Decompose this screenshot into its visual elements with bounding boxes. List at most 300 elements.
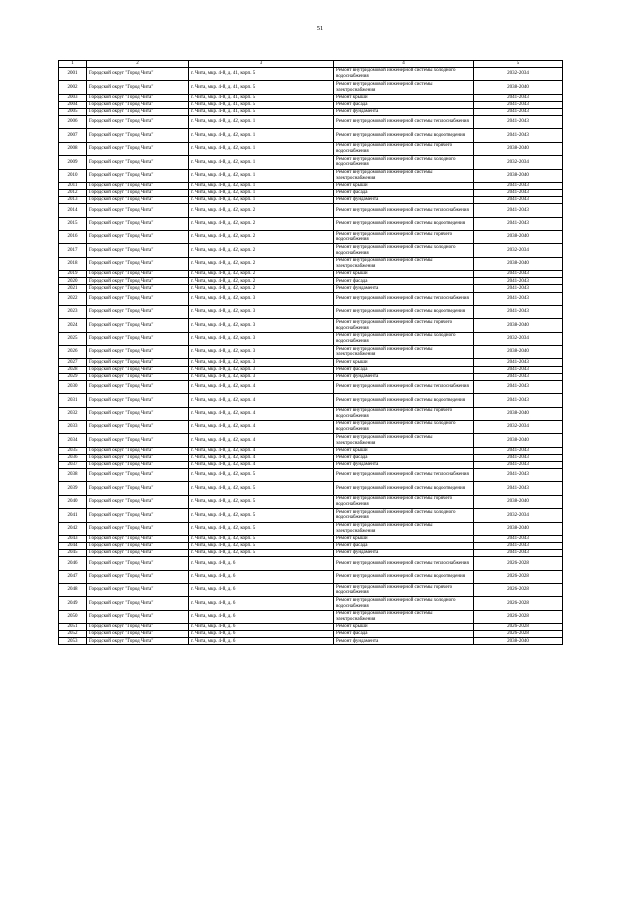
- column-number-3: 3: [189, 61, 334, 68]
- row-number: 2039: [59, 482, 87, 495]
- table-row: [59, 305, 563, 318]
- period-cell: 2026-2028: [474, 557, 563, 570]
- address-cell: г. Чита, мкр. 4-й, д. 42, корп. 4: [189, 447, 334, 454]
- address-cell: г. Чита, мкр. 4-й, д. 42, корп. 1: [189, 129, 334, 142]
- address-cell: г. Чита, мкр. 4-й, д. 42, корп. 2: [189, 244, 334, 257]
- table-row: [59, 461, 563, 468]
- period-cell: 2038-2040: [474, 257, 563, 270]
- period-cell: 2041-2043: [474, 204, 563, 217]
- table-row: [59, 631, 563, 638]
- work-type-cell: Ремонт внутридомовой инженерной системы горячего водоснабжения: [334, 231, 474, 244]
- address-cell: г. Чита, мкр. 4-й, д. 42, корп. 1: [189, 169, 334, 182]
- period-cell: 2038-2040: [474, 638, 563, 645]
- row-number: 2016: [59, 231, 87, 244]
- address-cell: г. Чита, мкр. 4-й, д. 42, корп. 1: [189, 197, 334, 204]
- row-number: 2012: [59, 190, 87, 197]
- municipality-cell: Городской округ "Город Чита": [87, 373, 189, 380]
- table-row: [59, 366, 563, 373]
- period-cell: 2032-2034: [474, 68, 563, 81]
- period-cell: 2041-2043: [474, 94, 563, 101]
- work-type-cell: Ремонт внутридомовой инженерной системы электроснабжения: [334, 434, 474, 447]
- work-type-cell: Ремонт внутридомовой инженерной системы горячего водоснабжения: [334, 495, 474, 508]
- row-number: 2027: [59, 359, 87, 366]
- registry-table: [58, 60, 563, 645]
- row-number: 2052: [59, 631, 87, 638]
- table-row: [59, 394, 563, 407]
- address-cell: г. Чита, мкр. 4-й, д. 42, корп. 2: [189, 204, 334, 217]
- table-row: [59, 231, 563, 244]
- period-cell: 2038-2040: [474, 319, 563, 332]
- work-type-cell: Ремонт внутридомовой инженерной системы водоотведения: [334, 394, 474, 407]
- work-type-cell: Ремонт внутридомовой инженерной системы холодного водоснабжения: [334, 597, 474, 610]
- table-row: [59, 550, 563, 557]
- address-cell: г. Чита, мкр. 4-й, д. 42, корп. 5: [189, 495, 334, 508]
- period-cell: 2041-2043: [474, 373, 563, 380]
- row-number: 2022: [59, 292, 87, 305]
- period-cell: 2041-2043: [474, 447, 563, 454]
- row-number: 2023: [59, 305, 87, 318]
- period-cell: 2038-2040: [474, 407, 563, 420]
- work-type-cell: Ремонт внутридомовой инженерной системы водоотведения: [334, 570, 474, 583]
- row-number: 2002: [59, 81, 87, 94]
- row-number: 2049: [59, 597, 87, 610]
- period-cell: 2032-2034: [474, 156, 563, 169]
- column-number-5: 5: [474, 61, 563, 68]
- municipality-cell: Городской округ "Город Чита": [87, 366, 189, 373]
- table-row: [59, 81, 563, 94]
- period-cell: 2041-2043: [474, 366, 563, 373]
- table-row: [59, 570, 563, 583]
- municipality-cell: Городской округ "Город Чита": [87, 469, 189, 482]
- row-number: 2043: [59, 535, 87, 542]
- column-number-row: [59, 61, 563, 68]
- address-cell: г. Чита, мкр. 4-й, д. 42, корп. 4: [189, 454, 334, 461]
- work-type-cell: Ремонт внутридомовой инженерной системы холодного водоснабжения: [334, 332, 474, 345]
- table-row: [59, 584, 563, 597]
- municipality-cell: Городской округ "Город Чита": [87, 638, 189, 645]
- municipality-cell: Городской округ "Город Чита": [87, 624, 189, 631]
- row-number: 2013: [59, 197, 87, 204]
- row-number: 2053: [59, 638, 87, 645]
- row-number: 2046: [59, 557, 87, 570]
- period-cell: 2041-2043: [474, 305, 563, 318]
- work-type-cell: Ремонт крыши: [334, 535, 474, 542]
- municipality-cell: Городской округ "Город Чита": [87, 204, 189, 217]
- municipality-cell: Городской округ "Город Чита": [87, 597, 189, 610]
- work-type-cell: Ремонт внутридомовой инженерной системы электроснабжения: [334, 610, 474, 623]
- table-row: [59, 380, 563, 393]
- row-number: 2008: [59, 142, 87, 155]
- table-row: [59, 638, 563, 645]
- table-body: [59, 61, 563, 645]
- work-type-cell: Ремонт фундамента: [334, 550, 474, 557]
- table-row: [59, 495, 563, 508]
- row-number: 2032: [59, 407, 87, 420]
- table-row: [59, 292, 563, 305]
- table-row: [59, 217, 563, 230]
- municipality-cell: Городской округ "Город Чита": [87, 631, 189, 638]
- address-cell: г. Чита, мкр. 4-й, д. 6: [189, 631, 334, 638]
- period-cell: 2041-2043: [474, 535, 563, 542]
- municipality-cell: Городской округ "Город Чита": [87, 407, 189, 420]
- row-number: 2033: [59, 420, 87, 433]
- table-row: [59, 190, 563, 197]
- work-type-cell: Ремонт внутридомовой инженерной системы электроснабжения: [334, 522, 474, 535]
- table-row: [59, 624, 563, 631]
- period-cell: 2041-2043: [474, 482, 563, 495]
- table-row: [59, 94, 563, 101]
- work-type-cell: Ремонт крыши: [334, 94, 474, 101]
- table-row: [59, 156, 563, 169]
- municipality-cell: Городской округ "Город Чита": [87, 156, 189, 169]
- period-cell: 2041-2043: [474, 101, 563, 108]
- municipality-cell: Городской округ "Город Чита": [87, 543, 189, 550]
- address-cell: г. Чита, мкр. 4-й, д. 42, корп. 4: [189, 434, 334, 447]
- row-number: 2003: [59, 94, 87, 101]
- column-number-4: 4: [334, 61, 474, 68]
- table-row: [59, 610, 563, 623]
- row-number: 2040: [59, 495, 87, 508]
- work-type-cell: Ремонт внутридомовой инженерной системы теплоснабжения: [334, 469, 474, 482]
- row-number: 2018: [59, 257, 87, 270]
- period-cell: 2026-2028: [474, 570, 563, 583]
- address-cell: г. Чита, мкр. 4-й, д. 6: [189, 624, 334, 631]
- municipality-cell: Городской округ "Город Чита": [87, 495, 189, 508]
- row-number: 2007: [59, 129, 87, 142]
- work-type-cell: Ремонт фундамента: [334, 108, 474, 115]
- work-type-cell: Ремонт внутридомовой инженерной системы теплоснабжения: [334, 116, 474, 129]
- row-number: 2004: [59, 101, 87, 108]
- municipality-cell: Городской округ "Город Чита": [87, 482, 189, 495]
- address-cell: г. Чита, мкр. 4-й, д. 42, корп. 2: [189, 257, 334, 270]
- period-cell: 2041-2043: [474, 108, 563, 115]
- period-cell: 2041-2043: [474, 183, 563, 190]
- municipality-cell: Городской округ "Город Чита": [87, 359, 189, 366]
- period-cell: 2041-2043: [474, 190, 563, 197]
- municipality-cell: Городской округ "Город Чита": [87, 610, 189, 623]
- row-number: 2006: [59, 116, 87, 129]
- address-cell: г. Чита, мкр. 4-й, д. 42, корп. 5: [189, 550, 334, 557]
- row-number: 2044: [59, 543, 87, 550]
- address-cell: г. Чита, мкр. 4-й, д. 42, корп. 4: [189, 380, 334, 393]
- address-cell: г. Чита, мкр. 4-й, д. 42, корп. 3: [189, 292, 334, 305]
- table-row: [59, 332, 563, 345]
- work-type-cell: Ремонт фундамента: [334, 461, 474, 468]
- period-cell: 2038-2040: [474, 142, 563, 155]
- municipality-cell: Городской округ "Город Чита": [87, 183, 189, 190]
- municipality-cell: Городской округ "Город Чита": [87, 461, 189, 468]
- period-cell: 2041-2043: [474, 543, 563, 550]
- work-type-cell: Ремонт внутридомовой инженерной системы водоотведения: [334, 129, 474, 142]
- address-cell: г. Чита, мкр. 4-й, д. 42, корп. 4: [189, 407, 334, 420]
- municipality-cell: Городской округ "Город Чита": [87, 271, 189, 278]
- row-number: 2019: [59, 271, 87, 278]
- work-type-cell: Ремонт внутридомовой инженерной системы электроснабжения: [334, 169, 474, 182]
- work-type-cell: Ремонт фундамента: [334, 285, 474, 292]
- column-number-2: 2: [87, 61, 189, 68]
- row-number: 2030: [59, 380, 87, 393]
- address-cell: г. Чита, мкр. 4-й, д. 42, корп. 2: [189, 271, 334, 278]
- municipality-cell: Городской округ "Город Чита": [87, 116, 189, 129]
- municipality-cell: Городской округ "Город Чита": [87, 129, 189, 142]
- period-cell: 2026-2028: [474, 597, 563, 610]
- period-cell: 2041-2043: [474, 278, 563, 285]
- address-cell: г. Чита, мкр. 4-й, д. 41, корп. 5: [189, 108, 334, 115]
- municipality-cell: Городской округ "Город Чита": [87, 244, 189, 257]
- row-number: 2045: [59, 550, 87, 557]
- municipality-cell: Городской округ "Город Чита": [87, 434, 189, 447]
- period-cell: 2041-2043: [474, 292, 563, 305]
- row-number: 2041: [59, 509, 87, 522]
- work-type-cell: Ремонт фундамента: [334, 197, 474, 204]
- work-type-cell: Ремонт крыши: [334, 624, 474, 631]
- work-type-cell: Ремонт внутридомовой инженерной системы водоотведения: [334, 482, 474, 495]
- table-row: [59, 407, 563, 420]
- row-number: 2036: [59, 454, 87, 461]
- table-row: [59, 346, 563, 359]
- municipality-cell: Городской округ "Город Чита": [87, 231, 189, 244]
- municipality-cell: Городской округ "Город Чита": [87, 319, 189, 332]
- municipality-cell: Городской округ "Город Чита": [87, 142, 189, 155]
- row-number: 2005: [59, 108, 87, 115]
- address-cell: г. Чита, мкр. 4-й, д. 41, корп. 5: [189, 101, 334, 108]
- row-number: 2048: [59, 584, 87, 597]
- period-cell: 2041-2043: [474, 129, 563, 142]
- work-type-cell: Ремонт внутридомовой инженерной системы холодного водоснабжения: [334, 509, 474, 522]
- address-cell: г. Чита, мкр. 4-й, д. 42, корп. 1: [189, 183, 334, 190]
- work-type-cell: Ремонт внутридомовой инженерной системы горячего водоснабжения: [334, 407, 474, 420]
- work-type-cell: Ремонт внутридомовой инженерной системы холодного водоснабжения: [334, 156, 474, 169]
- work-type-cell: Ремонт внутридомовой инженерной системы горячего водоснабжения: [334, 584, 474, 597]
- period-cell: 2041-2043: [474, 454, 563, 461]
- address-cell: г. Чита, мкр. 4-й, д. 42, корп. 3: [189, 305, 334, 318]
- row-number: 2017: [59, 244, 87, 257]
- table-row: [59, 142, 563, 155]
- municipality-cell: Городской округ "Город Чита": [87, 332, 189, 345]
- row-number: 2047: [59, 570, 87, 583]
- work-type-cell: Ремонт фасада: [334, 631, 474, 638]
- address-cell: г. Чита, мкр. 4-й, д. 42, корп. 5: [189, 522, 334, 535]
- table-row: [59, 285, 563, 292]
- municipality-cell: Городской округ "Город Чита": [87, 535, 189, 542]
- municipality-cell: Городской округ "Город Чита": [87, 346, 189, 359]
- work-type-cell: Ремонт фундамента: [334, 373, 474, 380]
- row-number: 2028: [59, 366, 87, 373]
- row-number: 2015: [59, 217, 87, 230]
- municipality-cell: Городской округ "Город Чита": [87, 522, 189, 535]
- address-cell: г. Чита, мкр. 4-й, д. 42, корп. 3: [189, 373, 334, 380]
- municipality-cell: Городской округ "Город Чита": [87, 257, 189, 270]
- address-cell: г. Чита, мкр. 4-й, д. 42, корп. 3: [189, 366, 334, 373]
- work-type-cell: Ремонт фасада: [334, 101, 474, 108]
- municipality-cell: Городской округ "Город Чита": [87, 550, 189, 557]
- table-row: [59, 204, 563, 217]
- address-cell: г. Чита, мкр. 4-й, д. 42, корп. 2: [189, 231, 334, 244]
- table-row: [59, 482, 563, 495]
- address-cell: г. Чита, мкр. 4-й, д. 6: [189, 610, 334, 623]
- table-row: [59, 447, 563, 454]
- work-type-cell: Ремонт внутридомовой инженерной системы теплоснабжения: [334, 204, 474, 217]
- row-number: 2042: [59, 522, 87, 535]
- period-cell: 2032-2034: [474, 420, 563, 433]
- period-cell: 2041-2043: [474, 285, 563, 292]
- work-type-cell: Ремонт внутридомовой инженерной системы холодного водоснабжения: [334, 244, 474, 257]
- period-cell: 2038-2040: [474, 434, 563, 447]
- period-cell: 2041-2043: [474, 197, 563, 204]
- table-row: [59, 557, 563, 570]
- period-cell: 2041-2043: [474, 550, 563, 557]
- address-cell: г. Чита, мкр. 4-й, д. 42, корп. 2: [189, 278, 334, 285]
- address-cell: г. Чита, мкр. 4-й, д. 42, корп. 4: [189, 420, 334, 433]
- table-row: [59, 454, 563, 461]
- work-type-cell: Ремонт внутридомовой инженерной системы электроснабжения: [334, 346, 474, 359]
- work-type-cell: Ремонт внутридомовой инженерной системы холодного водоснабжения: [334, 420, 474, 433]
- period-cell: 2041-2043: [474, 116, 563, 129]
- period-cell: 2038-2040: [474, 495, 563, 508]
- table-row: [59, 183, 563, 190]
- period-cell: 2026-2028: [474, 584, 563, 597]
- address-cell: г. Чита, мкр. 4-й, д. 42, корп. 3: [189, 332, 334, 345]
- row-number: 2025: [59, 332, 87, 345]
- period-cell: 2032-2034: [474, 332, 563, 345]
- address-cell: г. Чита, мкр. 4-й, д. 42, корп. 2: [189, 217, 334, 230]
- period-cell: 2038-2040: [474, 169, 563, 182]
- address-cell: г. Чита, мкр. 4-й, д. 42, корп. 5: [189, 482, 334, 495]
- row-number: 2001: [59, 68, 87, 81]
- row-number: 2009: [59, 156, 87, 169]
- municipality-cell: Городской округ "Город Чита": [87, 101, 189, 108]
- work-type-cell: Ремонт фасада: [334, 366, 474, 373]
- work-type-cell: Ремонт внутридомовой инженерной системы холодного водоснабжения: [334, 68, 474, 81]
- table-row: [59, 197, 563, 204]
- address-cell: г. Чита, мкр. 4-й, д. 42, корп. 5: [189, 535, 334, 542]
- municipality-cell: Городской округ "Город Чита": [87, 584, 189, 597]
- row-number: 2038: [59, 469, 87, 482]
- address-cell: г. Чита, мкр. 4-й, д. 42, корп. 1: [189, 116, 334, 129]
- municipality-cell: Городской округ "Город Чита": [87, 278, 189, 285]
- address-cell: г. Чита, мкр. 4-й, д. 42, корп. 3: [189, 359, 334, 366]
- work-type-cell: Ремонт фасада: [334, 278, 474, 285]
- period-cell: 2026-2028: [474, 624, 563, 631]
- municipality-cell: Городской округ "Город Чита": [87, 570, 189, 583]
- work-type-cell: Ремонт внутридомовой инженерной системы водоотведения: [334, 305, 474, 318]
- row-number: 2011: [59, 183, 87, 190]
- column-number-1: 1: [59, 61, 87, 68]
- work-type-cell: Ремонт крыши: [334, 183, 474, 190]
- row-number: 2037: [59, 461, 87, 468]
- address-cell: г. Чита, мкр. 4-й, д. 41, корп. 5: [189, 68, 334, 81]
- row-number: 2051: [59, 624, 87, 631]
- address-cell: г. Чита, мкр. 4-й, д. 41, корп. 5: [189, 94, 334, 101]
- address-cell: г. Чита, мкр. 4-й, д. 42, корп. 2: [189, 285, 334, 292]
- work-type-cell: Ремонт внутридомовой инженерной системы теплоснабжения: [334, 380, 474, 393]
- period-cell: 2026-2028: [474, 631, 563, 638]
- municipality-cell: Городской округ "Город Чита": [87, 197, 189, 204]
- municipality-cell: Городской округ "Город Чита": [87, 169, 189, 182]
- work-type-cell: Ремонт внутридомовой инженерной системы теплоснабжения: [334, 292, 474, 305]
- work-type-cell: Ремонт внутридомовой инженерной системы теплоснабжения: [334, 557, 474, 570]
- row-number: 2020: [59, 278, 87, 285]
- period-cell: 2041-2043: [474, 394, 563, 407]
- table-row: [59, 244, 563, 257]
- municipality-cell: Городской округ "Город Чита": [87, 292, 189, 305]
- period-cell: 2038-2040: [474, 522, 563, 535]
- work-type-cell: Ремонт внутридомовой инженерной системы горячего водоснабжения: [334, 142, 474, 155]
- address-cell: г. Чита, мкр. 4-й, д. 42, корп. 3: [189, 319, 334, 332]
- municipality-cell: Городской округ "Город Чита": [87, 217, 189, 230]
- address-cell: г. Чита, мкр. 4-й, д. 42, корп. 1: [189, 142, 334, 155]
- period-cell: 2041-2043: [474, 271, 563, 278]
- municipality-cell: Городской округ "Город Чита": [87, 557, 189, 570]
- work-type-cell: Ремонт фасада: [334, 454, 474, 461]
- address-cell: г. Чита, мкр. 4-й, д. 6: [189, 584, 334, 597]
- table-row: [59, 373, 563, 380]
- table-row: [59, 597, 563, 610]
- table-row: [59, 68, 563, 81]
- period-cell: 2038-2040: [474, 231, 563, 244]
- address-cell: г. Чита, мкр. 4-й, д. 42, корп. 3: [189, 346, 334, 359]
- municipality-cell: Городской округ "Город Чита": [87, 305, 189, 318]
- row-number: 2050: [59, 610, 87, 623]
- table-row: [59, 101, 563, 108]
- row-number: 2034: [59, 434, 87, 447]
- table-row: [59, 169, 563, 182]
- work-type-cell: Ремонт внутридомовой инженерной системы электроснабжения: [334, 257, 474, 270]
- table-row: [59, 535, 563, 542]
- table-row: [59, 278, 563, 285]
- address-cell: г. Чита, мкр. 4-й, д. 6: [189, 570, 334, 583]
- period-cell: 2026-2028: [474, 610, 563, 623]
- period-cell: 2041-2043: [474, 217, 563, 230]
- table-row: [59, 434, 563, 447]
- period-cell: 2038-2040: [474, 346, 563, 359]
- municipality-cell: Городской округ "Город Чита": [87, 394, 189, 407]
- municipality-cell: Городской округ "Город Чита": [87, 447, 189, 454]
- address-cell: г. Чита, мкр. 4-й, д. 42, корп. 5: [189, 543, 334, 550]
- table-row: [59, 108, 563, 115]
- row-number: 2031: [59, 394, 87, 407]
- table-row: [59, 509, 563, 522]
- page-number: 51: [316, 25, 324, 32]
- period-cell: 2032-2034: [474, 244, 563, 257]
- row-number: 2024: [59, 319, 87, 332]
- table-row: [59, 257, 563, 270]
- table-row: [59, 469, 563, 482]
- address-cell: г. Чита, мкр. 4-й, д. 42, корп. 4: [189, 394, 334, 407]
- work-type-cell: Ремонт внутридомовой инженерной системы электроснабжения: [334, 81, 474, 94]
- work-type-cell: Ремонт внутридомовой инженерной системы водоотведения: [334, 217, 474, 230]
- work-type-cell: Ремонт внутридомовой инженерной системы горячего водоснабжения: [334, 319, 474, 332]
- work-type-cell: Ремонт фасада: [334, 543, 474, 550]
- municipality-cell: Городской округ "Город Чита": [87, 285, 189, 292]
- period-cell: 2041-2043: [474, 359, 563, 366]
- period-cell: 2041-2043: [474, 469, 563, 482]
- table-row: [59, 522, 563, 535]
- row-number: 2026: [59, 346, 87, 359]
- period-cell: 2041-2043: [474, 461, 563, 468]
- municipality-cell: Городской округ "Город Чита": [87, 380, 189, 393]
- table-row: [59, 543, 563, 550]
- work-type-cell: Ремонт фасада: [334, 190, 474, 197]
- work-type-cell: Ремонт фундамента: [334, 638, 474, 645]
- table-row: [59, 359, 563, 366]
- municipality-cell: Городской округ "Город Чита": [87, 94, 189, 101]
- address-cell: г. Чита, мкр. 4-й, д. 42, корп. 5: [189, 469, 334, 482]
- table-row: [59, 420, 563, 433]
- address-cell: г. Чита, мкр. 4-й, д. 42, корп. 1: [189, 156, 334, 169]
- table-row: [59, 319, 563, 332]
- work-type-cell: Ремонт крыши: [334, 359, 474, 366]
